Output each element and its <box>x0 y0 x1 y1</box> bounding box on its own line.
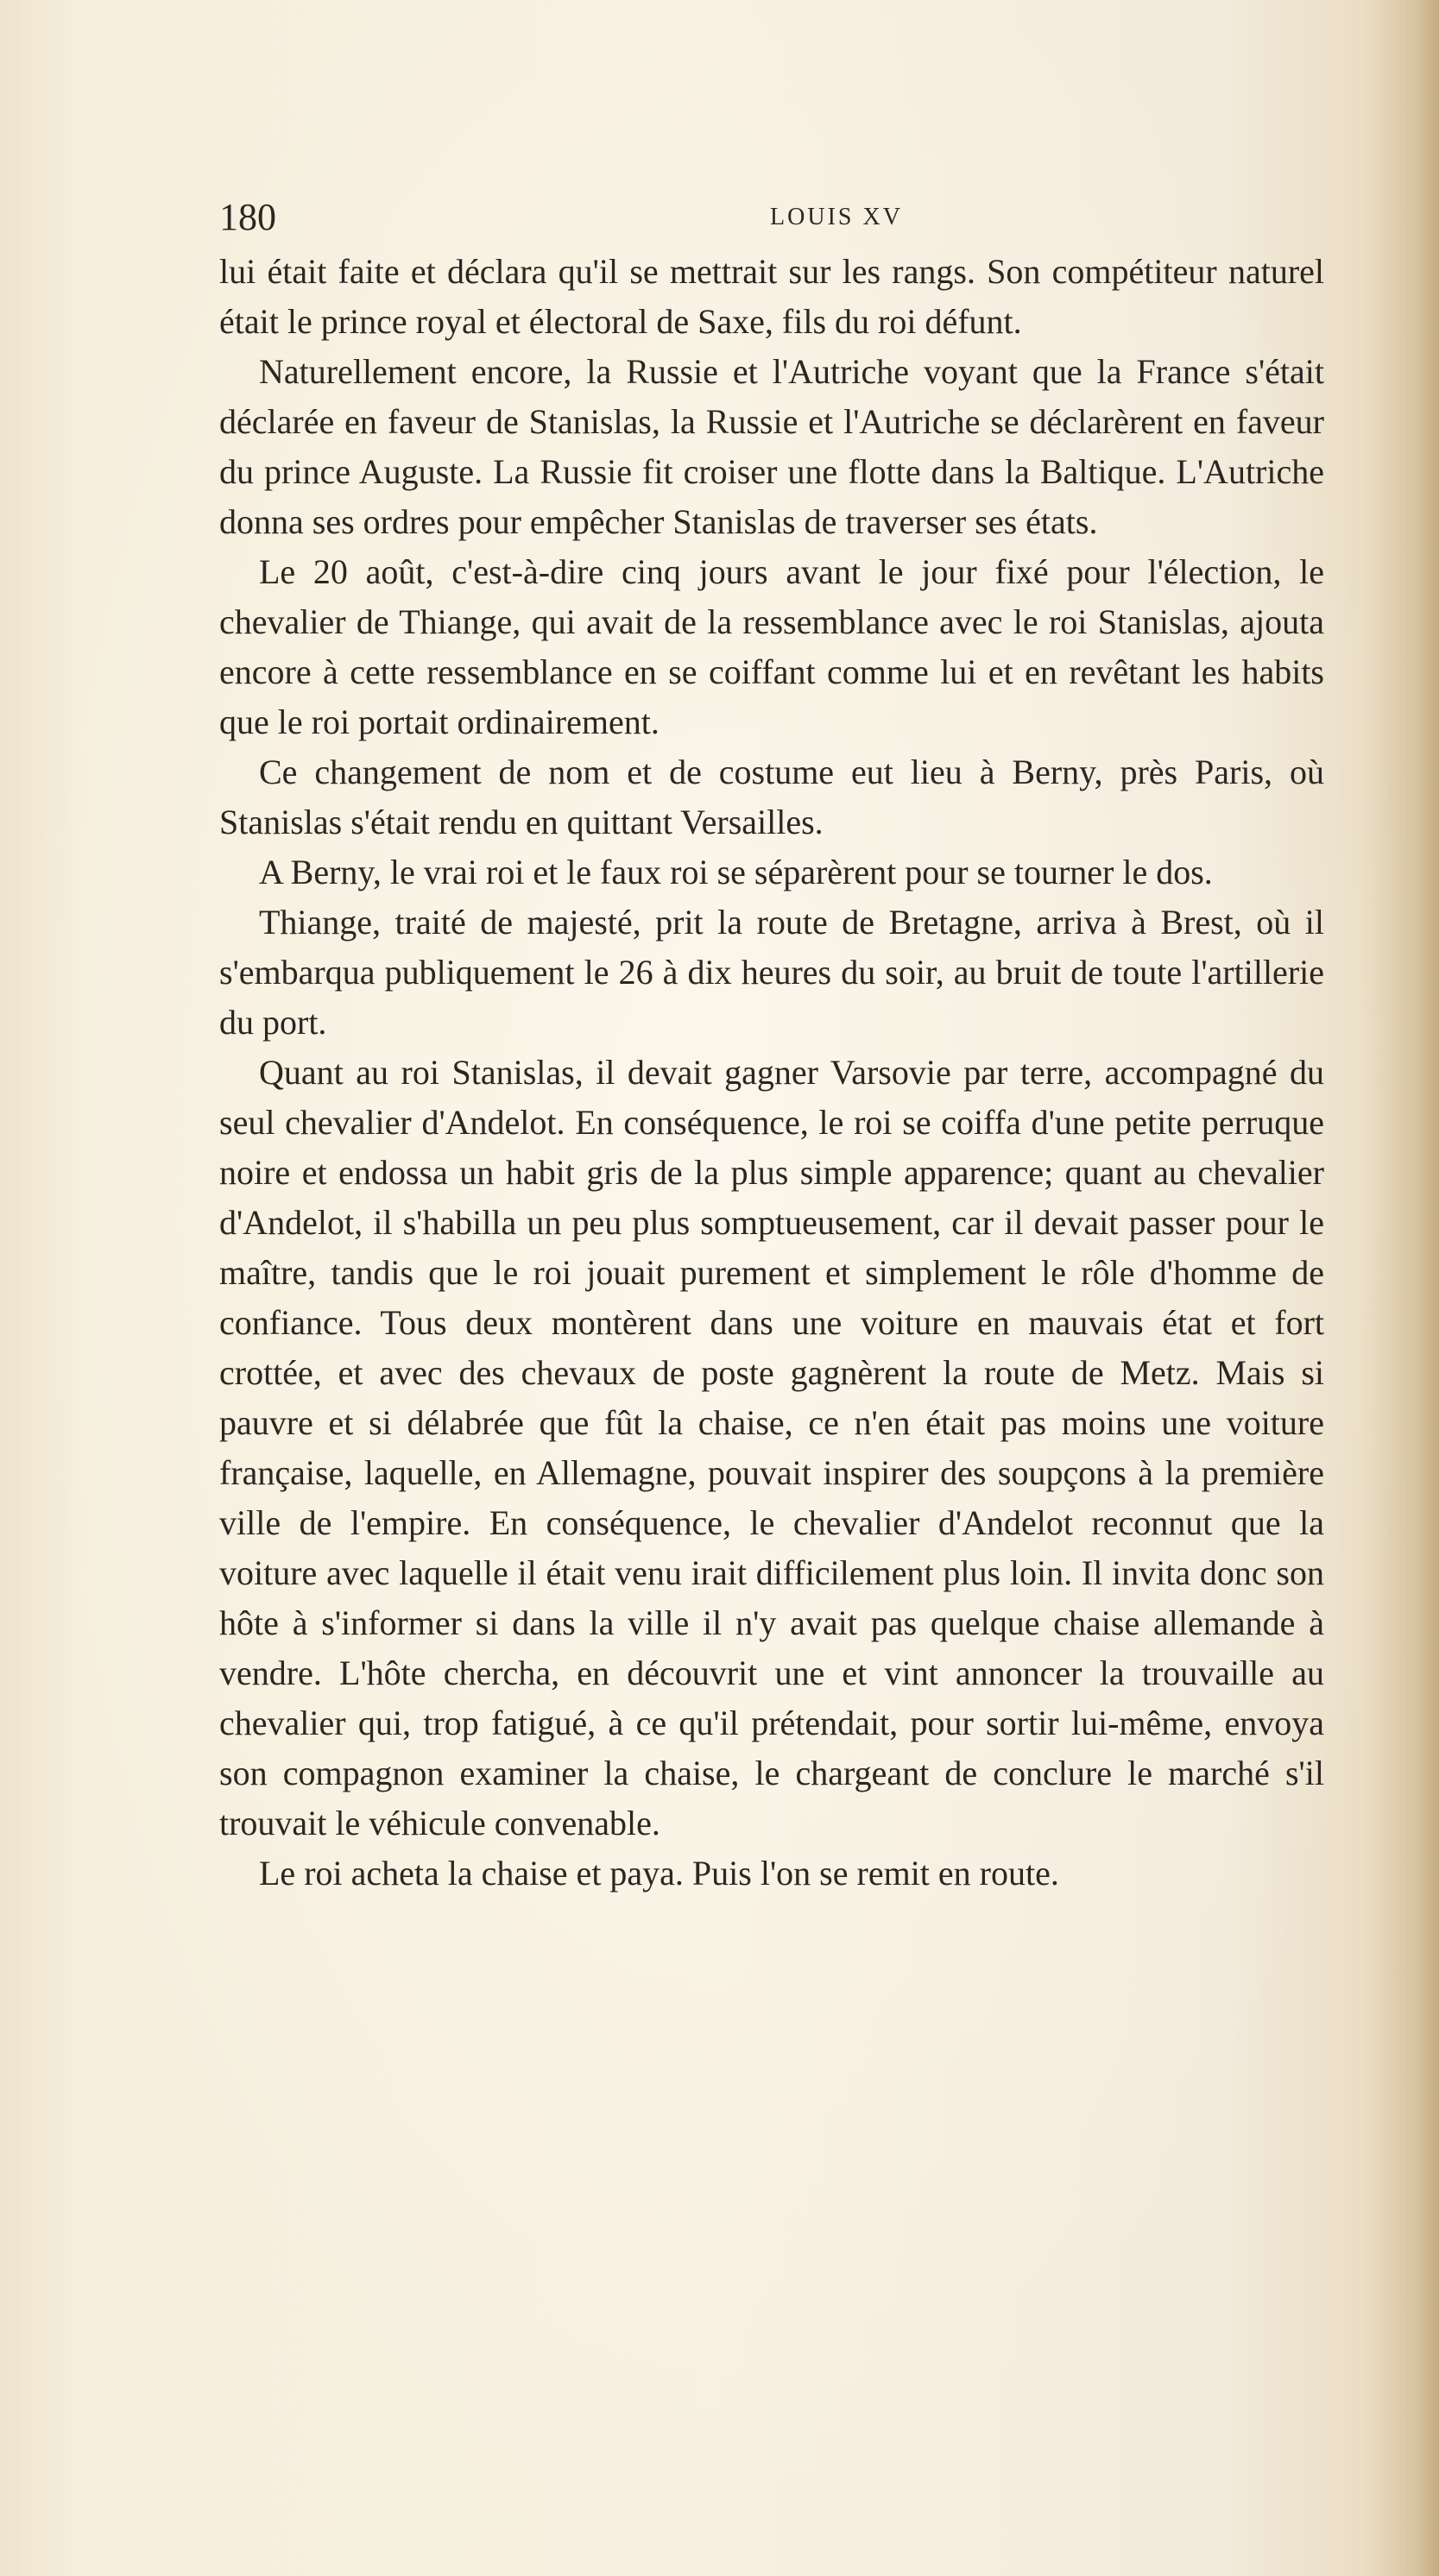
page-header <box>219 192 1324 243</box>
paragraph-7: Quant au roi Stanislas, il devait gagner Varsovie par terre, accompagné du seul chevalier d'Andelot. En conséquence, le roi se coiffa d'une petite perruque noire et endossa un habit gris de la plus simple apparence; quant au chevalier d'Andelot, il s'habilla un peu plus somptueusement, car il devait passer pour le maître, tandis que le roi jouait purement et simplement le rôle d'homme de confiance. Tous deux montèrent dans une voiture en mauvais état et fort crottée, et avec des chevaux de poste gagnèrent la route de Metz. Mais si pauvre et si délabrée que fût la chaise, ce n'en était pas moins une voiture française, laquelle, en Allemagne, pouvait inspirer des soupçons à la première ville de l'empire. En conséquence, le chevalier d'Andelot reconnut que la voiture avec laquelle il était venu irait difficilement plus loin. Il invita donc son hôte à s'informer si dans la ville il n'y avait pas quelque chaise allemande à vendre. L'hôte chercha, en découvrit une et vint annoncer la trouvaille au chevalier qui, trop fatigué, à ce qu'il prétendait, pour sortir lui-même, envoya son compagnon examiner la chaise, le chargeant de conclure le marché s'il trouvait le véhicule convenable. <box>219 1053 1324 1842</box>
paragraph-2: Naturellement encore, la Russie et l'Autriche voyant que la France s'était déclarée en faveur de Stanislas, la Russie et l'Autriche se déclarèrent en faveur du prince Auguste. La Russie fit croiser une flotte dans la Baltique. L'Autriche donna ses ordres pour empêcher Stanislas de traverser ses états. <box>219 352 1324 541</box>
paragraph-4: Ce changement de nom et de costume eut lieu à Berny, près Paris, où Stanislas s'était rendu en quittant Versailles. <box>219 753 1324 841</box>
body-text <box>219 247 1324 1899</box>
paragraph-5: A Berny, le vrai roi et le faux roi se séparèrent pour se tourner le dos. <box>259 853 1213 891</box>
paragraph-8: Le roi acheta la chaise et paya. Puis l'on se remit en route. <box>259 1854 1059 1893</box>
paragraph-3: Le 20 août, c'est-à-dire cinq jours avant le jour fixé pour l'élection, le chevalier de Thiange, qui avait de la ressemblance avec le roi Stanislas, ajouta encore à cette ressemblance en se coiffant comme lui et en revêtant les habits que le roi portait ordinairement. <box>219 552 1324 741</box>
page-number: 180 <box>219 196 276 238</box>
running-title: LOUIS XV <box>770 204 903 230</box>
paragraph-1: lui était faite et déclara qu'il se mettrait sur les rangs. Son compétiteur naturel était le prince royal et électoral de Saxe, fils du roi défunt. <box>219 252 1324 341</box>
page-edge-shadow <box>1361 0 1439 2576</box>
paragraph-6: Thiange, traité de majesté, prit la route de Bretagne, arriva à Brest, où il s'embarqua publiquement le 26 à dix heures du soir, au bruit de toute l'artillerie du port. <box>219 903 1324 1042</box>
